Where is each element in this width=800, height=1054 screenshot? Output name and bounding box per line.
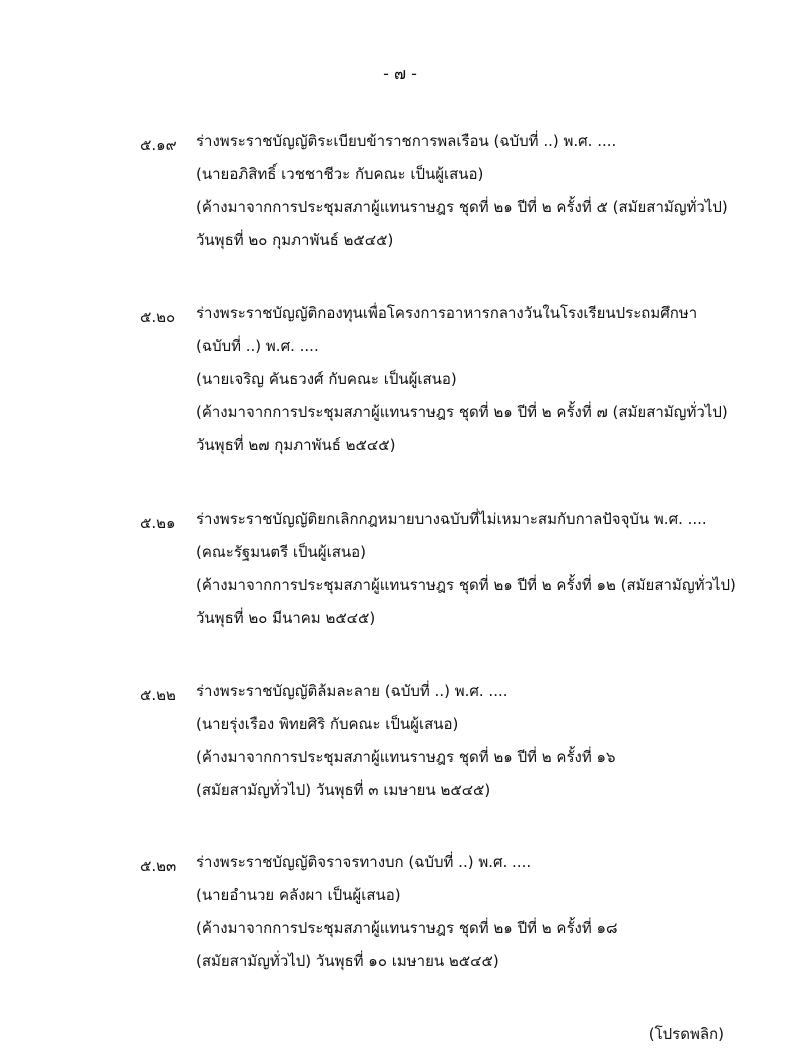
date-line: (สมัยสามัญทั่วไป) วันพุธที่ ๓ เมษายน ๒๕๔๕) xyxy=(196,781,491,799)
date-line: วันพุธที่ ๒๐ มีนาคม ๒๕๔๕) xyxy=(196,609,376,627)
pending-note-line: (ค้างมาจากการประชุมสภาผู้แทนราษฎร ชุดที่ ๒๑ ปีที่ ๒ ครั้งที่ ๕ (สมัยสามัญทั่วไป) xyxy=(196,198,728,216)
proposer-line: (นายรุ่งเรือง พิทยศิริ กับคณะ เป็นผู้เสนอ) xyxy=(196,715,459,733)
item-number: ๕.๒๓ xyxy=(140,857,177,875)
bill-title-line: ร่างพระราชบัญญัติล้มละลาย (ฉบับที่ ..) พ.ศ. .... xyxy=(196,682,508,700)
pending-note-line: (ค้างมาจากการประชุมสภาผู้แทนราษฎร ชุดที่ ๒๑ ปีที่ ๒ ครั้งที่ ๑๘ xyxy=(196,919,618,937)
item-text xyxy=(196,675,616,807)
date-line: วันพุธที่ ๒๐ กุมภาพันธ์ ๒๕๔๕) xyxy=(196,231,394,249)
bill-title-line: ร่างพระราชบัญญัติกองทุนเพื่อโครงการอาหารกลางวันในโรงเรียนประถมศึกษา xyxy=(196,304,698,322)
bill-title-line: (ฉบับที่ ..) พ.ศ. .... xyxy=(196,337,319,355)
bill-title-line: ร่างพระราชบัญญัติระเบียบข้าราชการพลเรือน (ฉบับที่ ..) พ.ศ. .... xyxy=(196,132,617,150)
item-text xyxy=(196,846,618,978)
item-text xyxy=(196,503,736,635)
pending-note-line: (ค้างมาจากการประชุมสภาผู้แทนราษฎร ชุดที่ ๒๑ ปีที่ ๒ ครั้งที่ ๑๖ xyxy=(196,748,616,766)
pending-note-line: (ค้างมาจากการประชุมสภาผู้แทนราษฎร ชุดที่ ๒๑ ปีที่ ๒ ครั้งที่ ๗ (สมัยสามัญทั่วไป) xyxy=(196,403,728,421)
proposer-line: (นายอภิสิทธิ์ เวชชาชีวะ กับคณะ เป็นผู้เสนอ) xyxy=(196,165,484,183)
proposer-line: (นายเจริญ คันธวงศ์ กับคณะ เป็นผู้เสนอ) xyxy=(196,370,457,388)
item-number: ๕.๒๒ xyxy=(140,686,176,704)
item-text xyxy=(196,125,728,257)
item-number: ๕.๑๙ xyxy=(140,136,177,154)
proposer-line: (คณะรัฐมนตรี เป็นผู้เสนอ) xyxy=(196,543,366,561)
item-number: ๕.๒๐ xyxy=(140,308,176,326)
item-text xyxy=(196,297,728,462)
pending-note-line: (ค้างมาจากการประชุมสภาผู้แทนราษฎร ชุดที่ ๒๑ ปีที่ ๒ ครั้งที่ ๑๒ (สมัยสามัญทั่วไป) xyxy=(196,576,736,594)
bill-title-line: ร่างพระราชบัญญัติยกเลิกกฎหมายบางฉบับที่ไม่เหมาะสมกับกาลปัจจุบัน พ.ศ. .... xyxy=(196,510,707,528)
date-line: วันพุธที่ ๒๗ กุมภาพันธ์ ๒๕๔๕) xyxy=(196,436,396,454)
bill-title-line: ร่างพระราชบัญญัติจราจรทางบก (ฉบับที่ ..) พ.ศ. .... xyxy=(196,853,532,871)
page-number: - ๗ - xyxy=(383,64,417,83)
item-number: ๕.๒๑ xyxy=(140,514,176,532)
proposer-line: (นายอำนวย คลังผา เป็นผู้เสนอ) xyxy=(196,886,401,904)
please-turn-over-note: (โปรดพลิก) xyxy=(648,1025,724,1043)
date-line: (สมัยสามัญทั่วไป) วันพุธที่ ๑๐ เมษายน ๒๕๔๕) xyxy=(196,952,499,970)
